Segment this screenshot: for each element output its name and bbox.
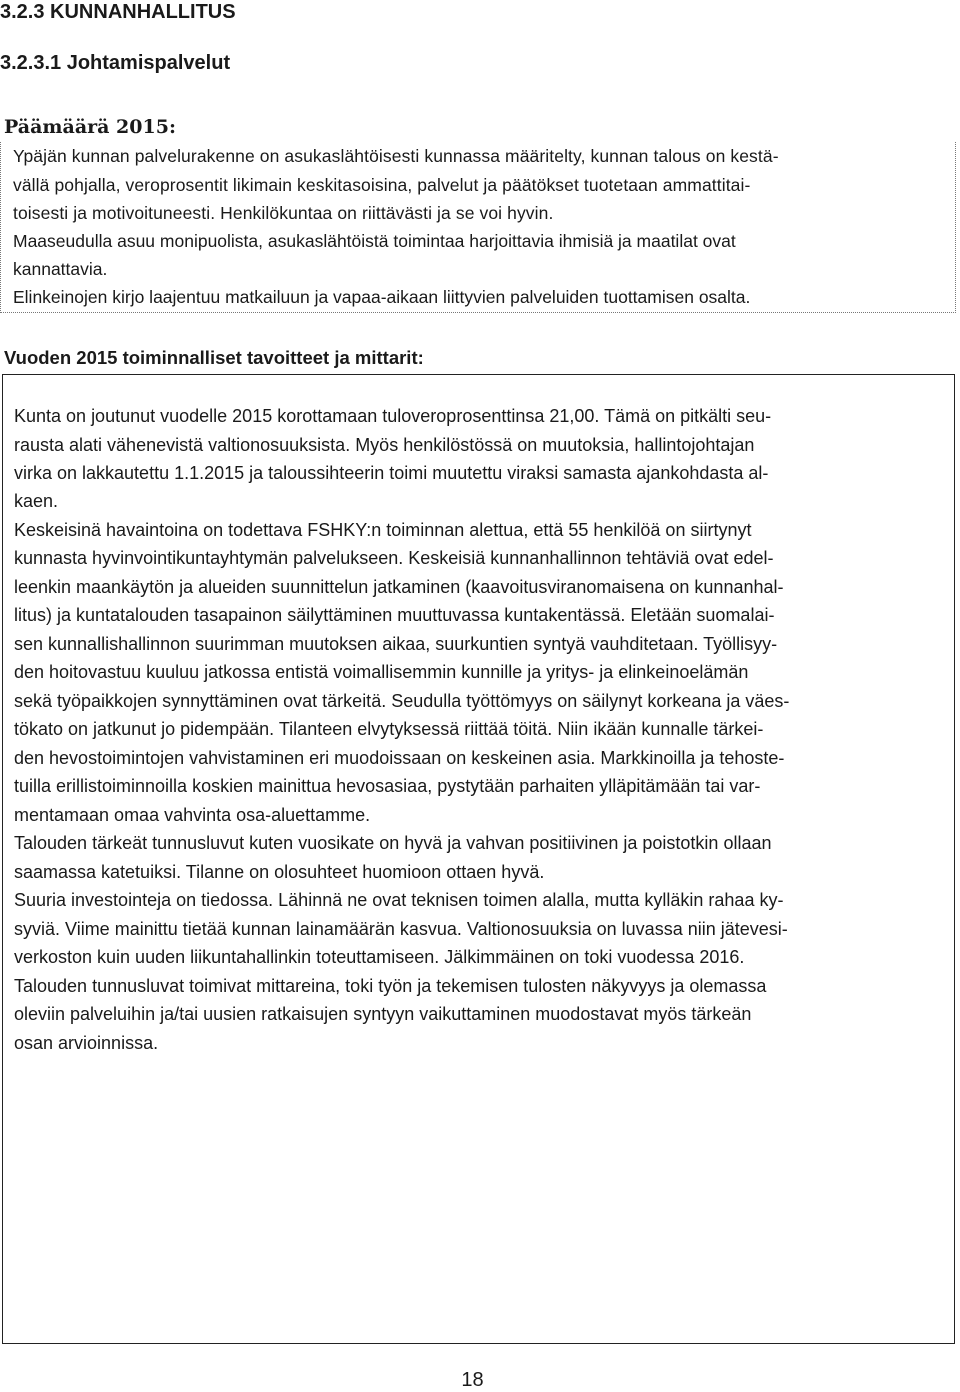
objectives-box bbox=[2, 374, 955, 1344]
goal-line: Elinkeinojen kirjo laajentuu matkailuun ja vapaa-aikaan liittyvien palveluiden tuottamisen osalta. bbox=[13, 287, 751, 307]
objectives-line: mentamaan omaa vahvinta osa-aluettamme. bbox=[14, 805, 371, 825]
goal-line: kannattavia. bbox=[13, 259, 108, 279]
objectives-line: oleviin palveluihin ja/tai uusien ratkaisujen syntyyn vaikuttaminen muodostavat myös tärkeän bbox=[14, 1004, 752, 1024]
objectives-line: sen kunnallishallinnon suurimman muutoksen aikaa, suurkuntien syntyä vauhditetaan. Työllisyy- bbox=[14, 634, 778, 654]
goal-box bbox=[0, 142, 956, 313]
section-heading: 3.2.3 KUNNANHALLITUS bbox=[0, 1, 236, 23]
page-number: 18 bbox=[461, 1369, 484, 1391]
subsection-heading: 3.2.3.1 Johtamispalvelut bbox=[0, 52, 231, 74]
objectives-line: kunnasta hyvinvointikuntayhtymän palvelukseen. Keskeisiä kunnanhallinnon tehtäviä ovat edel- bbox=[14, 548, 774, 568]
objectives-line: litus) ja kuntatalouden tasapainon säilyttäminen muuttuvassa kuntakentässä. Eletään suomalai- bbox=[14, 605, 775, 625]
objectives-line: Talouden tärkeät tunnusluvut kuten vuosikate on hyvä ja vahvan positiivinen ja poistotkin ollaan bbox=[14, 833, 772, 853]
objectives-line: osan arvioinnissa. bbox=[14, 1033, 159, 1053]
objectives-line: syviä. Viime mainittu tietää kunnan lainamäärän kasvua. Valtionosuuksia on luvassa niin jätevesi- bbox=[14, 919, 788, 939]
objectives-line: Keskeisinä havaintoina on todettava FSHKY:n toiminnan alettua, että 55 henkilöä on siirtynyt bbox=[14, 520, 752, 540]
objectives-line: leenkin maankäytön ja alueiden suunnittelun jatkaminen (kaavoitusviranomaisena on kunnanhal- bbox=[14, 577, 784, 597]
objectives-line: sekä työpaikkojen synnyttäminen ovat tärkeitä. Seudulla työttömyys on säilynyt korkeana ja väes- bbox=[14, 691, 790, 711]
goal-line: Ypäjän kunnan palvelurakenne on asukaslähtöisesti kunnassa määritelty, kunnan talous on kestä- bbox=[13, 146, 779, 166]
objectives-line: tökato on jatkunut jo pidempään. Tilanteen elvytyksessä riittää töitä. Niin ikään kunnalle tärkei- bbox=[14, 719, 764, 739]
objectives-line: tuilla erillistoiminnoilla koskien mainittua hevosasiaa, pystytään parhaiten ylläpitämään tai var- bbox=[14, 776, 761, 796]
objectives-line: verkoston kuin uuden liikuntahallinkin toteuttamiseen. Jälkimmäinen on toki vuodessa 2016. bbox=[14, 947, 745, 967]
goal-line: vällä pohjalla, veroprosentit likimain keskitasoisina, palvelut ja päätökset tuotetaan ammattitai- bbox=[13, 175, 751, 195]
objectives-line: rausta alati vähenevistä valtionosuuksista. Myös henkilöstössä on muutoksia, hallintojohtajan bbox=[14, 435, 755, 455]
objectives-line: den hevostoimintojen vahvistaminen eri muodoissaan on keskeinen asia. Markkinoilla ja tehoste- bbox=[14, 748, 785, 768]
objectives-line: saamassa katetuiksi. Tilanne on olosuhteet huomioon ottaen hyvä. bbox=[14, 862, 545, 882]
objectives-heading: Vuoden 2015 toiminnalliset tavoitteet ja mittarit: bbox=[4, 347, 424, 368]
objectives-line: kaen. bbox=[14, 491, 59, 511]
objectives-line: virka on lakkautettu 1.1.2015 ja taloussihteerin toimi muutettu viraksi samasta ajankohdasta al- bbox=[14, 463, 769, 483]
objectives-line: Talouden tunnusluvat toimivat mittareina, toki työn ja tekemisen tulosten näkyvyys ja olemassa bbox=[14, 976, 767, 996]
objectives-line: Kunta on joutunut vuodelle 2015 korottamaan tuloveroprosenttinsa 21,00. Tämä on pitkälti seu- bbox=[14, 406, 772, 426]
goal-line: toisesti ja motivoituneesti. Henkilökuntaa on riittävästi ja se voi hyvin. bbox=[13, 203, 554, 223]
objectives-line: den hoitovastuu kuuluu jatkossa entistä voimallisemmin kunnille ja yritys- ja elinkeinoelämän bbox=[14, 662, 749, 682]
goal-line: Maaseudulla asuu monipuolista, asukaslähtöistä toimintaa harjoittavia ihmisiä ja maatilat ovat bbox=[13, 231, 736, 251]
objectives-line: Suuria investointeja on tiedossa. Lähinnä ne ovat teknisen toimen alalla, mutta kylläkin rahaa ky- bbox=[14, 890, 784, 910]
goal-heading: Päämäärä 2015: bbox=[4, 116, 176, 138]
